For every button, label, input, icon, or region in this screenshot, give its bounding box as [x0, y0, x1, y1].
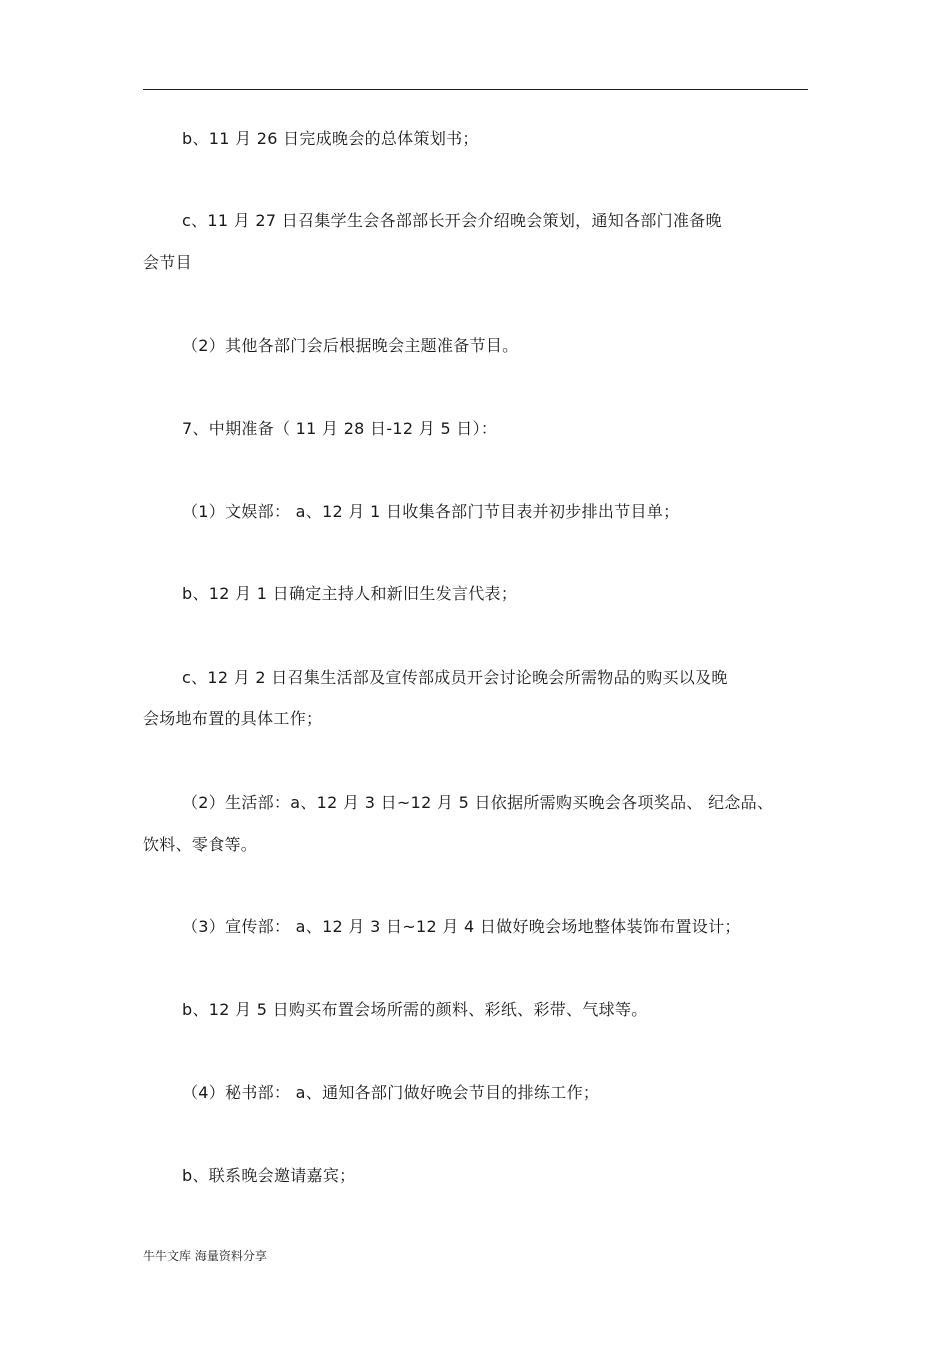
text-line: c、12 月 2 日召集生活部及宣传部成员开会讨论晚会所需物品的购买以及晚 — [182, 668, 728, 687]
text-line: 会场地布置的具体工作； — [143, 709, 323, 728]
text-line: （1）文娱部： a、12 月 1 日收集各部门节目表并初步排出节目单； — [182, 502, 680, 521]
text-line: （4）秘书部： a、通知各部门做好晚会节目的排练工作； — [182, 1083, 600, 1102]
page-footer: 牛牛文库 海量资料分享 — [143, 1249, 267, 1263]
text-line: （2）其他各部门会后根据晚会主题准备节目。 — [182, 336, 519, 355]
text-line: （2）生活部：a、12 月 3 日~12 月 5 日依据所需购买晚会各项奖品、 纪念品、 — [182, 793, 774, 812]
text-line: 会节目 — [143, 253, 192, 272]
text-line: c、11 月 27 日召集学生会各部部长开会介绍晚会策划，通知各部门准备晚 — [182, 211, 722, 230]
text-line: b、联系晚会邀请嘉宾； — [182, 1166, 356, 1185]
text-line: （3）宣传部： a、12 月 3 日~12 月 4 日做好晚会场地整体装饰布置设计； — [182, 917, 741, 936]
text-line: 饮料、零食等。 — [143, 835, 258, 854]
text-line: b、12 月 1 日确定主持人和新旧生发言代表； — [182, 584, 518, 603]
header-rule — [143, 89, 808, 90]
text-line: 7、中期准备（ 11 月 28 日-12 月 5 日）： — [182, 419, 498, 438]
text-line: b、12 月 5 日购买布置会场所需的颜料、彩纸、彩带、气球等。 — [182, 1000, 648, 1019]
text-line: b、11 月 26 日完成晚会的总体策划书； — [182, 129, 479, 148]
